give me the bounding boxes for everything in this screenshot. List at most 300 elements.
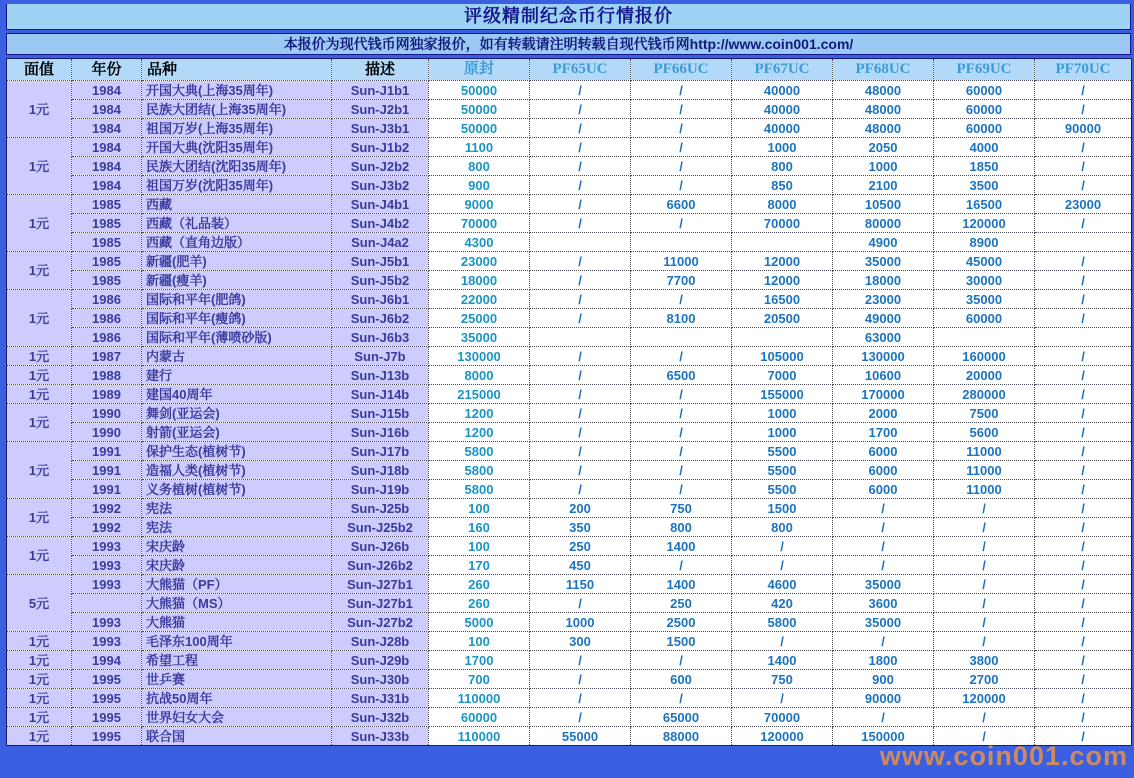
graded-price-cell: 450 [530,556,631,575]
graded-price-cell: / [530,670,631,689]
table-row [7,708,1132,727]
sealed-price-cell: 900 [429,176,530,195]
year-cell: 1993 [72,575,142,594]
graded-price-cell: / [631,651,732,670]
column-header-3: 品种 [142,59,332,81]
sealed-price-cell: 18000 [429,271,530,290]
year-cell: 1985 [72,195,142,214]
description-cell: Sun-J17b [332,442,429,461]
graded-price-cell: / [1035,309,1132,328]
year-cell: 1995 [72,727,142,746]
graded-price-cell: / [631,404,732,423]
graded-price-cell: 160000 [934,347,1035,366]
graded-price-cell: 6600 [631,195,732,214]
watermark: www.coin001.com [879,741,1128,771]
description-cell: Sun-J14b [332,385,429,404]
year-cell: 1994 [72,651,142,670]
graded-price-cell: / [1035,727,1132,746]
variety-cell: 开国大典(上海35周年) [142,81,332,100]
graded-price-cell: 2000 [833,404,934,423]
graded-price-cell: / [1035,556,1132,575]
graded-price-cell: / [530,385,631,404]
graded-price-cell: 350 [530,518,631,537]
description-cell: Sun-J1b2 [332,138,429,157]
description-cell: Sun-J16b [332,423,429,442]
table-row [7,100,1132,119]
year-cell: 1984 [72,138,142,157]
face-value-cell: 1元 [7,366,72,385]
graded-price-cell: 11000 [631,252,732,271]
graded-price-cell: 3800 [934,651,1035,670]
graded-price-cell: 2050 [833,138,934,157]
graded-price-cell: 40000 [732,100,833,119]
graded-price-cell: / [631,119,732,138]
graded-price-cell: / [530,157,631,176]
graded-price-cell: 120000 [934,689,1035,708]
graded-price-cell: 6500 [631,366,732,385]
graded-price-cell: 8900 [934,233,1035,252]
graded-price-cell: 1500 [732,499,833,518]
table-row [7,613,1132,632]
graded-price-cell: / [1035,252,1132,271]
graded-price-cell: / [530,138,631,157]
variety-cell: 联合国 [142,727,332,746]
variety-cell: 宋庆龄 [142,556,332,575]
table-row [7,404,1132,423]
table-row [7,81,1132,100]
description-cell: Sun-J5b2 [332,271,429,290]
graded-price-cell: 7700 [631,271,732,290]
graded-price-cell: / [1035,670,1132,689]
graded-price-cell: / [1035,347,1132,366]
table-row [7,727,1132,746]
graded-price-cell: 900 [833,670,934,689]
graded-price-cell: / [1035,271,1132,290]
column-header-4: 描述 [332,59,429,81]
graded-price-cell: 1800 [833,651,934,670]
graded-price-cell: 48000 [833,119,934,138]
face-value-cell: 1元 [7,252,72,290]
graded-price-cell: / [1035,214,1132,233]
sealed-price-cell: 170 [429,556,530,575]
graded-price-cell: 63000 [833,328,934,347]
variety-cell: 大熊猫 [142,613,332,632]
graded-price-cell: 23000 [1035,195,1132,214]
graded-price-cell: / [1035,461,1132,480]
column-header-9: PF68UC [833,59,934,81]
year-cell: 1984 [72,176,142,195]
description-cell: Sun-J30b [332,670,429,689]
year-cell: 1986 [72,309,142,328]
graded-price-cell: 6000 [833,442,934,461]
table-row [7,537,1132,556]
graded-price-cell: / [934,556,1035,575]
description-cell: Sun-J7b [332,347,429,366]
variety-cell: 保护生态(植树节) [142,442,332,461]
graded-price-cell: 30000 [934,271,1035,290]
graded-price-cell: 150000 [833,727,934,746]
graded-price-cell: 16500 [934,195,1035,214]
sealed-price-cell: 70000 [429,214,530,233]
year-cell: 1985 [72,233,142,252]
graded-price-cell: / [631,176,732,195]
face-value-cell: 1元 [7,138,72,195]
graded-price-cell: / [732,556,833,575]
graded-price-cell: 4000 [934,138,1035,157]
graded-price-cell: 70000 [732,708,833,727]
table-row [7,423,1132,442]
graded-price-cell: 45000 [934,252,1035,271]
graded-price-cell: / [1035,176,1132,195]
table-row [7,157,1132,176]
description-cell: Sun-J6b1 [332,290,429,309]
graded-price-cell: 1000 [530,613,631,632]
graded-price-cell: / [530,461,631,480]
description-cell: Sun-J15b [332,404,429,423]
graded-price-cell: / [631,556,732,575]
graded-price-cell: / [530,708,631,727]
disclaimer-text: 本报价为现代钱币网独家报价，如有转载请注明转载自现代钱币网http://www.coin001.com/ [6,33,1131,55]
graded-price-cell: 800 [631,518,732,537]
description-cell: Sun-J32b [332,708,429,727]
description-cell: Sun-J27b2 [332,613,429,632]
year-cell: 1984 [72,100,142,119]
sealed-price-cell: 5800 [429,480,530,499]
description-cell: Sun-J3b1 [332,119,429,138]
graded-price-cell: / [1035,708,1132,727]
description-cell: Sun-J26b [332,537,429,556]
year-cell: 1986 [72,328,142,347]
graded-price-cell: / [732,689,833,708]
graded-price-cell: / [530,81,631,100]
graded-price-cell: / [934,537,1035,556]
graded-price-cell: 850 [732,176,833,195]
graded-price-cell: / [631,100,732,119]
year-cell: 1984 [72,119,142,138]
graded-price-cell: / [1035,594,1132,613]
graded-price-cell: / [631,138,732,157]
graded-price-cell: / [631,385,732,404]
graded-price-cell: 155000 [732,385,833,404]
graded-price-cell: 65000 [631,708,732,727]
sealed-price-cell: 23000 [429,252,530,271]
variety-cell: 宪法 [142,499,332,518]
face-value-cell: 5元 [7,575,72,632]
graded-price-cell: 1150 [530,575,631,594]
graded-price-cell: / [833,708,934,727]
column-header-7: PF66UC [631,59,732,81]
graded-price-cell: / [530,366,631,385]
description-cell: Sun-J31b [332,689,429,708]
table-row [7,119,1132,138]
graded-price-cell: / [1035,632,1132,651]
face-value-cell: 1元 [7,404,72,442]
graded-price-cell: / [934,613,1035,632]
sealed-price-cell: 1700 [429,651,530,670]
graded-price-cell [732,328,833,347]
table-row [7,575,1132,594]
sealed-price-cell: 100 [429,632,530,651]
sealed-price-cell: 260 [429,594,530,613]
graded-price-cell: 5500 [732,461,833,480]
description-cell: Sun-J29b [332,651,429,670]
variety-cell: 西藏（直角边版） [142,233,332,252]
graded-price-cell [631,328,732,347]
graded-price-cell: / [530,404,631,423]
table-row [7,138,1132,157]
graded-price-cell: / [934,518,1035,537]
graded-price-cell: 800 [732,157,833,176]
graded-price-cell: / [631,157,732,176]
graded-price-cell: 18000 [833,271,934,290]
column-header-1: 面值 [7,59,72,81]
sealed-price-cell: 260 [429,575,530,594]
sealed-price-cell: 110000 [429,727,530,746]
graded-price-cell: 250 [530,537,631,556]
sealed-price-cell: 800 [429,157,530,176]
graded-price-cell: / [530,290,631,309]
variety-cell: 宋庆龄 [142,537,332,556]
graded-price-cell: 6000 [833,461,934,480]
graded-price-cell: 120000 [732,727,833,746]
graded-price-cell: 1400 [732,651,833,670]
graded-price-cell: 60000 [934,100,1035,119]
graded-price-cell: 300 [530,632,631,651]
graded-price-cell: 35000 [833,252,934,271]
sealed-price-cell: 160 [429,518,530,537]
year-cell: 1995 [72,708,142,727]
graded-price-cell: 60000 [934,81,1035,100]
graded-price-cell: / [934,499,1035,518]
graded-price-cell: / [530,423,631,442]
variety-cell: 毛泽东100周年 [142,632,332,651]
graded-price-cell: / [833,632,934,651]
graded-price-cell: / [530,689,631,708]
description-cell: Sun-J27b1 [332,594,429,613]
graded-price-cell: 1500 [631,632,732,651]
graded-price-cell: / [833,499,934,518]
face-value-cell: 1元 [7,81,72,138]
graded-price-cell [732,233,833,252]
face-value-cell: 1元 [7,499,72,537]
graded-price-cell: / [530,119,631,138]
graded-price-cell: 105000 [732,347,833,366]
description-cell: Sun-J4b1 [332,195,429,214]
description-cell: Sun-J25b [332,499,429,518]
graded-price-cell: / [530,651,631,670]
graded-price-cell: 7500 [934,404,1035,423]
year-cell: 1992 [72,518,142,537]
year-cell: 1988 [72,366,142,385]
graded-price-cell: 11000 [934,442,1035,461]
variety-cell: 祖国万岁(上海35周年) [142,119,332,138]
sealed-price-cell: 1200 [429,404,530,423]
year-cell: 1989 [72,385,142,404]
sealed-price-cell: 8000 [429,366,530,385]
graded-price-cell: 1000 [732,423,833,442]
graded-price-cell: 48000 [833,100,934,119]
graded-price-cell: / [1035,575,1132,594]
sealed-price-cell: 5000 [429,613,530,632]
variety-cell: 新疆(肥羊) [142,252,332,271]
graded-price-cell: / [833,537,934,556]
face-value-cell: 1元 [7,290,72,347]
description-cell: Sun-J6b2 [332,309,429,328]
graded-price-cell: 1000 [833,157,934,176]
graded-price-cell [631,233,732,252]
graded-price-cell: 1850 [934,157,1035,176]
graded-price-cell: / [631,290,732,309]
graded-price-cell: / [1035,537,1132,556]
sealed-price-cell: 35000 [429,328,530,347]
table-row [7,214,1132,233]
graded-price-cell: / [1035,100,1132,119]
graded-price-cell [530,233,631,252]
year-cell [72,594,142,613]
year-cell: 1990 [72,404,142,423]
variety-cell: 国际和平年(瘦鸽) [142,309,332,328]
description-cell: Sun-J19b [332,480,429,499]
description-cell: Sun-J3b2 [332,176,429,195]
graded-price-cell: 49000 [833,309,934,328]
year-cell: 1985 [72,214,142,233]
graded-price-cell: 5800 [732,613,833,632]
description-cell: Sun-J33b [332,727,429,746]
graded-price-cell: 60000 [934,119,1035,138]
graded-price-cell: 10500 [833,195,934,214]
graded-price-cell: 5600 [934,423,1035,442]
graded-price-cell: 7000 [732,366,833,385]
table-row [7,461,1132,480]
face-value-cell: 1元 [7,670,72,689]
sealed-price-cell: 50000 [429,119,530,138]
table-row [7,309,1132,328]
graded-price-cell: / [934,632,1035,651]
graded-price-cell: / [530,271,631,290]
graded-price-cell: / [934,594,1035,613]
sealed-price-cell: 1100 [429,138,530,157]
variety-cell: 祖国万岁(沈阳35周年) [142,176,332,195]
graded-price-cell: 48000 [833,81,934,100]
graded-price-cell: / [732,632,833,651]
variety-cell: 开国大典(沈阳35周年) [142,138,332,157]
face-value-cell: 1元 [7,708,72,727]
variety-cell: 建行 [142,366,332,385]
table-row [7,176,1132,195]
graded-price-cell: 35000 [934,290,1035,309]
graded-price-cell: 8000 [732,195,833,214]
graded-price-cell: / [1035,442,1132,461]
sealed-price-cell: 5800 [429,461,530,480]
page-title: 评级精制纪念币行情报价 [6,4,1131,30]
graded-price-cell: / [631,81,732,100]
description-cell: Sun-J1b1 [332,81,429,100]
graded-price-cell: / [1035,385,1132,404]
table-row [7,556,1132,575]
sealed-price-cell: 215000 [429,385,530,404]
table-row [7,366,1132,385]
graded-price-cell: 600 [631,670,732,689]
face-value-cell: 1元 [7,442,72,499]
face-value-cell: 1元 [7,689,72,708]
graded-price-cell: 55000 [530,727,631,746]
year-cell: 1995 [72,689,142,708]
graded-price-cell: / [631,689,732,708]
graded-price-cell: / [530,252,631,271]
year-cell: 1987 [72,347,142,366]
sealed-price-cell: 130000 [429,347,530,366]
year-cell: 1992 [72,499,142,518]
column-header-11: PF70UC [1035,59,1132,81]
graded-price-cell: 130000 [833,347,934,366]
face-value-cell: 1元 [7,195,72,252]
sealed-price-cell: 1200 [429,423,530,442]
graded-price-cell: / [530,176,631,195]
variety-cell: 希望工程 [142,651,332,670]
graded-price-cell: / [631,480,732,499]
face-value-cell: 1元 [7,537,72,575]
face-value-cell: 1元 [7,727,72,746]
graded-price-cell: / [934,727,1035,746]
table-row [7,271,1132,290]
variety-cell: 内蒙古 [142,347,332,366]
graded-price-cell: 6000 [833,480,934,499]
variety-cell: 民族大团结(上海35周年) [142,100,332,119]
graded-price-cell: 40000 [732,81,833,100]
table-header-row [7,59,1132,81]
graded-price-cell: 40000 [732,119,833,138]
graded-price-cell: 20500 [732,309,833,328]
graded-price-cell: 280000 [934,385,1035,404]
table-row [7,347,1132,366]
graded-price-cell: / [530,309,631,328]
sealed-price-cell: 700 [429,670,530,689]
variety-cell: 射箭(亚运会) [142,423,332,442]
graded-price-cell: 11000 [934,480,1035,499]
graded-price-cell: / [1035,651,1132,670]
year-cell: 1990 [72,423,142,442]
year-cell: 1984 [72,81,142,100]
variety-cell: 大熊猫（MS） [142,594,332,613]
graded-price-cell: 200 [530,499,631,518]
sealed-price-cell: 100 [429,537,530,556]
graded-price-cell: 1400 [631,537,732,556]
table-row [7,328,1132,347]
year-cell: 1995 [72,670,142,689]
year-cell: 1986 [72,290,142,309]
variety-cell: 建国40周年 [142,385,332,404]
graded-price-cell: / [1035,157,1132,176]
graded-price-cell: 420 [732,594,833,613]
graded-price-cell: 90000 [1035,119,1132,138]
graded-price-cell: 16500 [732,290,833,309]
graded-price-cell: / [1035,366,1132,385]
graded-price-cell: 800 [732,518,833,537]
graded-price-cell: 1400 [631,575,732,594]
table-row [7,252,1132,271]
graded-price-cell: / [631,442,732,461]
variety-cell: 民族大团结(沈阳35周年) [142,157,332,176]
sealed-price-cell: 50000 [429,100,530,119]
graded-price-cell: / [530,442,631,461]
table-row [7,594,1132,613]
graded-price-cell: / [1035,423,1132,442]
table-row [7,689,1132,708]
sealed-price-cell: 5800 [429,442,530,461]
variety-cell: 舞剑(亚运会) [142,404,332,423]
graded-price-cell: / [1035,480,1132,499]
year-cell: 1984 [72,157,142,176]
